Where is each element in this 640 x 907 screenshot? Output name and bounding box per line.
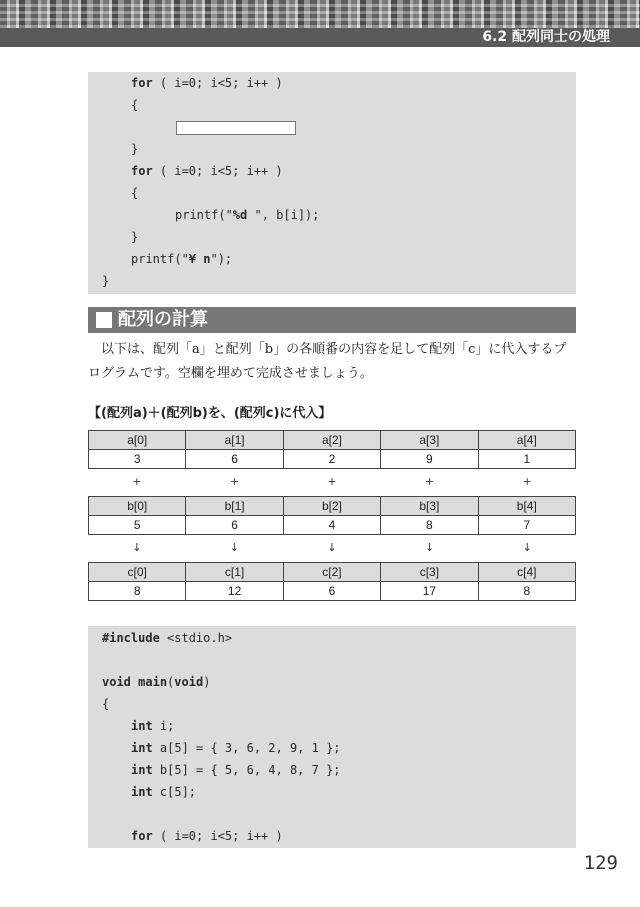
array-a-value: 3	[89, 450, 186, 469]
table-caption: 【(配列a)＋(配列b)を、(配列c)に代入】	[88, 406, 332, 421]
plus-sign: +	[424, 475, 435, 488]
array-b-value: 5	[89, 516, 186, 535]
code-line: int c[5];	[131, 785, 197, 799]
array-b-value: 4	[283, 516, 380, 535]
code-line: int i;	[131, 719, 175, 733]
code-line: }	[131, 142, 139, 156]
array-b-value: 6	[186, 516, 283, 535]
array-c-head: c[3]	[381, 563, 478, 582]
array-a-table	[88, 430, 576, 469]
array-c-value: 6	[283, 582, 380, 601]
array-b-head: b[1]	[186, 497, 283, 516]
body-paragraph: 以下は、配列「a」と配列「b」の各順番の内容を足して配列「c」に代入するプログラムです。空欄を埋めて完成させましょう。	[88, 342, 567, 381]
code-line: for ( i=0; i<5; i++ )	[131, 164, 283, 178]
code-line: for ( i=0; i<5; i++ )	[131, 76, 283, 90]
page-header	[0, 0, 640, 47]
code-block-bottom	[88, 626, 576, 848]
code-block-top	[88, 72, 576, 294]
code-line: void main(void)	[102, 675, 211, 689]
code-line: }	[131, 230, 139, 244]
array-c-head: c[4]	[478, 563, 575, 582]
arrow-down-icon: ↓	[229, 541, 239, 554]
code-line: int a[5] = { 3, 6, 2, 9, 1 };	[131, 741, 341, 755]
array-a-head: a[0]	[89, 431, 186, 450]
array-b-value: 7	[478, 516, 575, 535]
array-c-head: c[0]	[89, 563, 186, 582]
page-number: 129	[583, 852, 618, 874]
array-c-value: 12	[186, 582, 283, 601]
plus-row	[88, 475, 576, 488]
array-b-head: b[3]	[381, 497, 478, 516]
array-a-head: a[3]	[381, 431, 478, 450]
code-line: int b[5] = { 5, 6, 4, 8, 7 };	[131, 763, 341, 777]
code-line: printf("¥ n");	[131, 252, 233, 266]
plus-sign: +	[229, 475, 239, 488]
array-b-value: 8	[381, 516, 478, 535]
arrow-down-icon: ↓	[522, 541, 532, 554]
section-heading	[88, 307, 576, 333]
array-b-head: b[0]	[89, 497, 186, 516]
array-a-value: 6	[186, 450, 283, 469]
array-a-head: a[4]	[478, 431, 575, 450]
code-line: {	[131, 98, 139, 112]
arrow-down-icon: ↓	[424, 541, 435, 554]
array-a-value: 9	[381, 450, 478, 469]
section-title: 配列の計算	[118, 309, 208, 330]
array-c-value: 8	[478, 582, 575, 601]
array-c-value: 8	[89, 582, 186, 601]
array-c-value: 17	[381, 582, 478, 601]
array-a-head: a[2]	[283, 431, 380, 450]
arrow-row	[88, 541, 576, 554]
array-c-table	[88, 562, 576, 601]
array-b-head: b[2]	[283, 497, 380, 516]
answer-blank[interactable]	[176, 121, 296, 135]
code-line: }	[102, 274, 110, 288]
arrow-down-icon: ↓	[132, 541, 142, 554]
code-line: {	[131, 186, 139, 200]
array-a-head: a[1]	[186, 431, 283, 450]
plus-sign: +	[327, 475, 337, 488]
code-line: {	[102, 697, 110, 711]
array-a-value: 2	[283, 450, 380, 469]
array-c-head: c[2]	[283, 563, 380, 582]
plus-sign: +	[132, 475, 142, 488]
chapter-title: 6.2 配列同士の処理	[482, 29, 610, 45]
array-b-head: b[4]	[478, 497, 575, 516]
code-line: for ( i=0; i<5; i++ )	[131, 829, 283, 843]
plus-sign: +	[522, 475, 532, 488]
arrow-down-icon: ↓	[327, 541, 337, 554]
array-a-value: 1	[478, 450, 575, 469]
square-icon	[96, 312, 112, 328]
code-line: #include <stdio.h>	[102, 631, 233, 645]
array-c-head: c[1]	[186, 563, 283, 582]
array-b-table	[88, 496, 576, 535]
code-line: printf("%d ", b[i]);	[175, 208, 320, 222]
